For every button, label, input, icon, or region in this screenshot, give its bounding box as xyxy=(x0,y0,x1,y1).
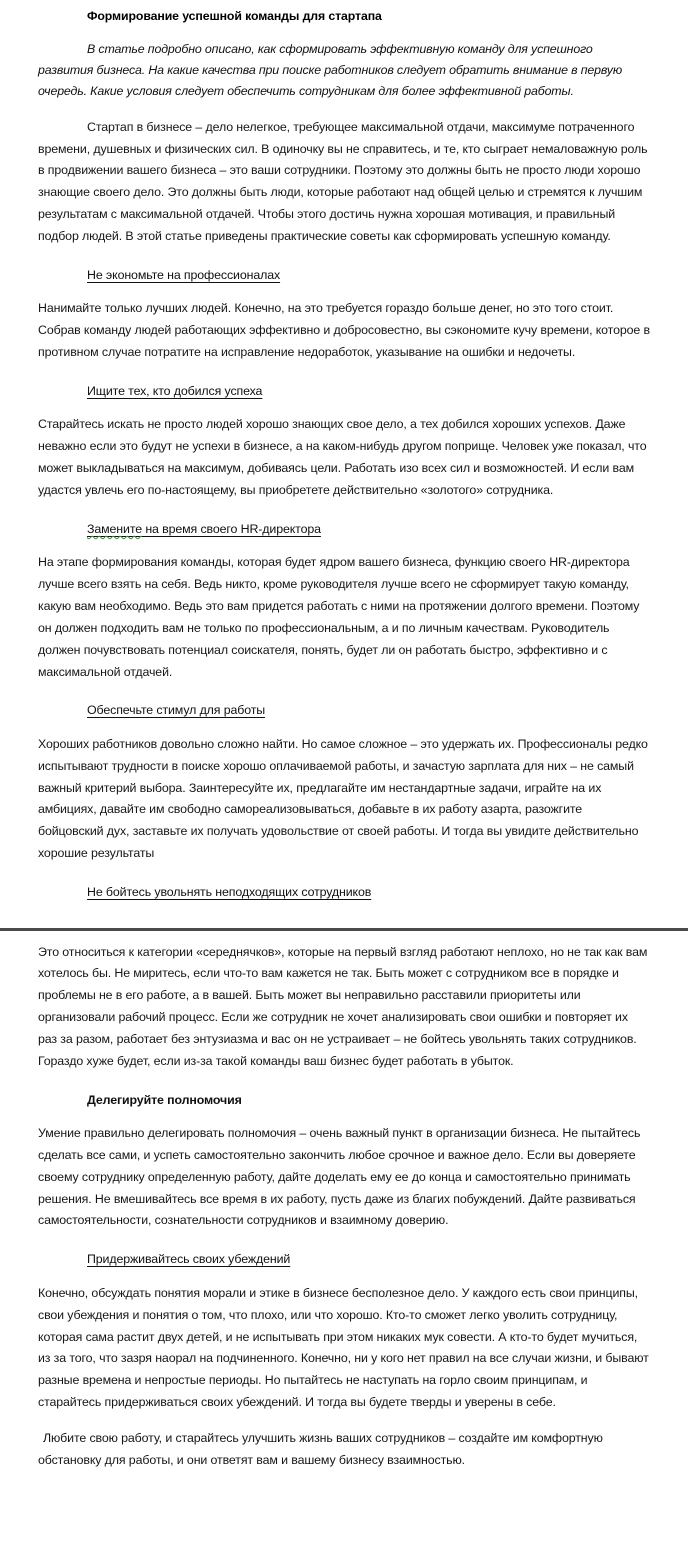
closing-paragraph: Любите свою работу, и старайтесь улучшить жизнь ваших сотрудников – создайте им комфортную обстановку для работы, и они ответят вам и вашему бизнесу взаимностью. xyxy=(38,1430,603,1467)
section-heading-5 xyxy=(38,883,650,902)
section-heading-6 xyxy=(38,1091,650,1110)
section-heading-7-text: Придерживайтесь своих убеждений xyxy=(87,1252,291,1267)
spacer xyxy=(38,902,650,918)
section-heading-4-text: Обеспечьте стимул для работы xyxy=(87,703,266,718)
section-heading-4 xyxy=(38,701,650,720)
section-heading-2-text: Ищите тех, кто добился успеха xyxy=(87,383,263,398)
section-heading-6-text: Делегируйте полномочия xyxy=(87,1092,242,1107)
section-body-1: Нанимайте только лучших людей. Конечно, на это требуется гораздо больше денег, но это того стоит. Собрав команду людей работающих эффективно и добросовестно, вы сэкономите кучу времени, которое в противном случае потратите на исправление недоработок, указывание на ошибки и недочеты. xyxy=(38,301,650,360)
section-heading-2 xyxy=(38,382,650,401)
section-heading-7 xyxy=(38,1250,650,1269)
section-heading-3 xyxy=(38,520,650,539)
intro-paragraph: Стартап в бизнесе – дело нелегкое, требующее максимальной отдачи, максимуме потраченного времени, душевных и физических сил. В одиночку вы не справитесь, и те, кто сыграет немаловажную роль в продвижении вашего бизнеса – это ваши сотрудники. Поэтому это должны быть не просто люди хорошо знающие своего дело. Это должны быть люди, которые работают над общей целью и стремятся к лучшим результатам с максимальной отдачей. Чтобы этого достичь нужна хорошая мотивация, и правильный подбор людей. В этой статье приведены практические советы как сформировать успешную команду. xyxy=(38,119,648,243)
section-heading-3-text xyxy=(87,522,321,536)
spellcheck-word: Замените xyxy=(87,521,143,536)
document-lower-section xyxy=(0,942,688,1482)
section-body-6: Умение правильно делегировать полномочия – очень важный пункт в организации бизнеса. Не пытайтесь сделать все сами, и успеть самостоятельно закончить любое срочное и важное дело. Если вы доверяете своему сотруднику определенную работу, дайте доделать ему ее до конца и самостоятельно принимать решения. Не вмешивайтесь все время в их работу, пусть даже из благих побуждений. Дайте развиваться самостоятельности, сознательности сотрудников и взаимному доверию. xyxy=(38,1126,641,1228)
section-body-3: На этапе формирования команды, которая будет ядром вашего бизнеса, функцию своего HR-директора лучше всего взять на себя. Ведь никто, кроме руководителя лучше всего не сформирует такую команду, какую вам необходимо. Ведь это вам придется работать с ними на протяжении долгого времени. Поэтому он должен подходить вам не только по профессиональным, а и по личным качествам. Руководитель должен почувствовать потенциал соискателя, понять, будет ли он работать быстро, эффективно и с максимальной отдачей. xyxy=(38,555,640,679)
lead-paragraph: В статье подробно описано, как сформировать эффективную команду для успешного развития бизнеса. На какие качества при поиске работников следует обратить внимание в первую очередь. Какие условия следует обеспечить сотрудникам для более эффективной работы. xyxy=(38,41,623,99)
section-body-5: Это относиться к категории «середнячков», которые на первый взгляд работают неплохо, но не так как вам хотелось бы. Не миритесь, если что-то вам кажется не так. Быть может с сотрудником все в порядке и проблемы не в его работе, а в вашей. Быть может вы неправильно расставили приоритеты или организовали рабочий процесс. Если же сотрудник не хочет анализировать свои ошибки и повторяет их раз за разом, работает без энтузиазма и вас он не устраивает – не бойтесь увольнять таких сотрудников. Гораздо хуже будет, если из-за такой команды ваш бизнес будет работать в убыток. xyxy=(38,944,648,1068)
section-body-2: Старайтесь искать не просто людей хорошо знающих свое дело, а тех добился хороших успехов. Даже неважно если это будут не успехи в бизнесе, а на каком-нибудь другом поприще. Человек уже показал, что может выкладываться на максимум, добиваясь цели. Работать изо всех сил и возможностей. И если вам удастся увлечь его по-настоящему, вы приобретете действительно «золотого» сотрудника. xyxy=(38,417,647,497)
section-body-4: Хороших работников довольно сложно найти. Но самое сложное – это удержать их. Профессионалы редко испытывают трудности в поиске хорошо оплачиваемой работы, и зачастую зарплата для них – не самый важный критерий выбора. Заинтересуйте их, предлагайте им нестандартные задачи, играйте на их амбициях, давайте им свободно самореализовываться, добавьте в их работу азарта, разожгите бойцовский дух, заставьте их получать удовольствие от своей работы. И тогда вы увидите действительно хорошие результаты xyxy=(38,736,648,861)
section-heading-3-rest: на время своего HR-директора xyxy=(142,521,321,536)
section-heading-5-text: Не бойтесь увольнять неподходящих сотрудников xyxy=(87,884,372,899)
section-body-7: Конечно, обсуждать понятия морали и этике в бизнесе бесполезное дело. У каждого есть свои принципы, свои убеждения и понятия о том, что плохо, или что хорошо. Кто-то сможет легко уволить сотрудницу, которая сама растит двух детей, и не испытывать при этом никаких мук совести. А кто-то будет мучиться, из за того, что зазря наорал на подчиненного. Конечно, ни у кого нет правил на все случаи жизни, и бывают разные времена и непростые периоды. Но пытайтесь не наступать на горло своим принципам, и старайтесь придерживаться своих убеждений. И тогда вы будете тверды и уверены в себе. xyxy=(38,1285,649,1410)
section-heading-1 xyxy=(38,266,650,285)
page-divider xyxy=(0,928,688,931)
section-heading-1-text: Не экономьте на профессионалах xyxy=(87,267,281,282)
page-title: Формирование успешной команды для стартапа xyxy=(87,9,382,23)
